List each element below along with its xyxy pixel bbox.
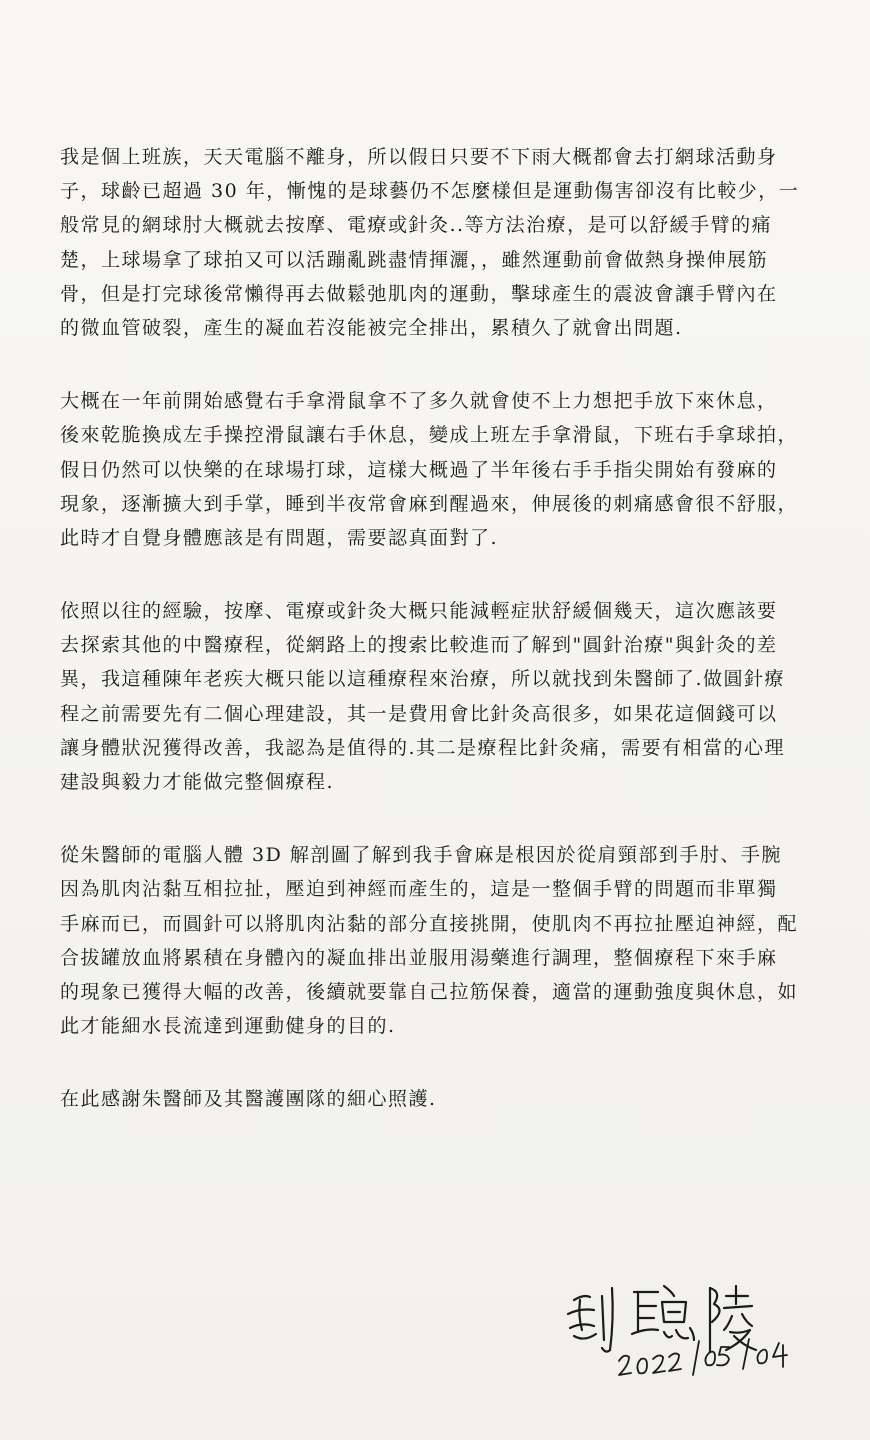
text-line: 般常見的網球肘大概就去按摩、電療或針灸..等方法治療，是可以舒緩手臂的痛 <box>60 214 773 237</box>
text-line: 大概在一年前開始感覺右手拿滑鼠拿不了多久就會使不上力想把手放下來休息， <box>60 390 778 413</box>
paragraph-4 <box>60 838 830 1043</box>
letter-body <box>60 140 830 1156</box>
paragraph-1 <box>60 140 830 345</box>
paragraph-thanks <box>60 1082 830 1116</box>
text-line: 合拔罐放血將累積在身體內的凝血排出並服用湯藥進行調理，整個療程下來手麻 <box>60 946 778 969</box>
text-line: 骨，但是打完球後常懶得再去做鬆弛肌肉的運動，擊球產生的震波會讓手臂內在 <box>60 282 778 305</box>
text-line: 此才能細水長流達到運動健身的目的. <box>60 1015 396 1038</box>
text-line: 的現象已獲得大幅的改善，後續就要靠自己拉筋保養，適當的運動強度與休息，如 <box>60 980 799 1003</box>
text-line: 子，球齡已超過 30 年，慚愧的是球藝仍不怎麼樣但是運動傷害卻沒有比較少，一 <box>60 180 800 203</box>
text-line: 此時才自覺身體應該是有問題，需要認真面對了. <box>60 526 499 549</box>
text-line: 異，我這種陳年老疾大概只能以這種療程來治療，所以就找到朱醫師了.做圓針療 <box>60 668 786 691</box>
text-line: 假日仍然可以快樂的在球場打球，這樣大概過了半年後右手手指尖開始有發麻的 <box>60 458 778 481</box>
text-line: 手麻而已，而圓針可以將肌肉沾黏的部分直接挑開，使肌肉不再拉扯壓迫神經，配 <box>60 912 799 935</box>
text-line: 建設與毅力才能做完整個療程. <box>60 771 335 793</box>
text-line: 從朱醫師的電腦人體 3D 解剖圖了解到我手會麻是根因於從肩頸部到手肘、手腕 <box>60 844 782 867</box>
text-line: 我是個上班族，天天電腦不離身，所以假日只要不下雨大概都會去打網球活動身 <box>60 146 778 168</box>
text-line: 的微血管破裂，產生的凝血若沒能被完全排出，累積久了就會出問題. <box>60 316 683 339</box>
handwritten-date <box>615 1335 795 1385</box>
text-line: 現象，逐漸擴大到手掌，睡到半夜常會麻到醒過來，伸展後的刺痛感會很不舒服， <box>60 492 799 515</box>
text-line: 後來乾脆換成左手操控滑鼠讓右手休息，變成上班左手拿滑鼠，下班右手拿球拍， <box>60 424 799 447</box>
paragraph-2 <box>60 384 830 555</box>
paragraph-3 <box>60 594 830 799</box>
text-line: 在此感謝朱醫師及其醫護團隊的細心照護. <box>60 1088 437 1111</box>
text-line: 程之前需要先有二個心理建設，其一是費用會比針灸高很多，如果花這個錢可以 <box>60 702 778 725</box>
text-line: 依照以往的經驗，按摩、電療或針灸大概只能減輕症狀舒緩個幾天，這次應該要 <box>60 600 778 623</box>
text-line: 楚，上球場拿了球拍又可以活蹦亂跳盡情揮灑，，雖然運動前會做熱身操伸展筋 <box>60 248 769 271</box>
text-line: 讓身體狀況獲得改善，我認為是值得的.其二是療程比針灸痛，需要有相當的心理 <box>60 736 786 759</box>
text-line: 去探索其他的中醫療程，從網路上的搜索比較進而了解到"圓針治療"與針灸的差 <box>60 634 778 657</box>
text-line: 因為肌肉沾黏互相拉扯，壓迫到神經而產生的，這是一整個手臂的問題而非單獨 <box>60 878 778 901</box>
